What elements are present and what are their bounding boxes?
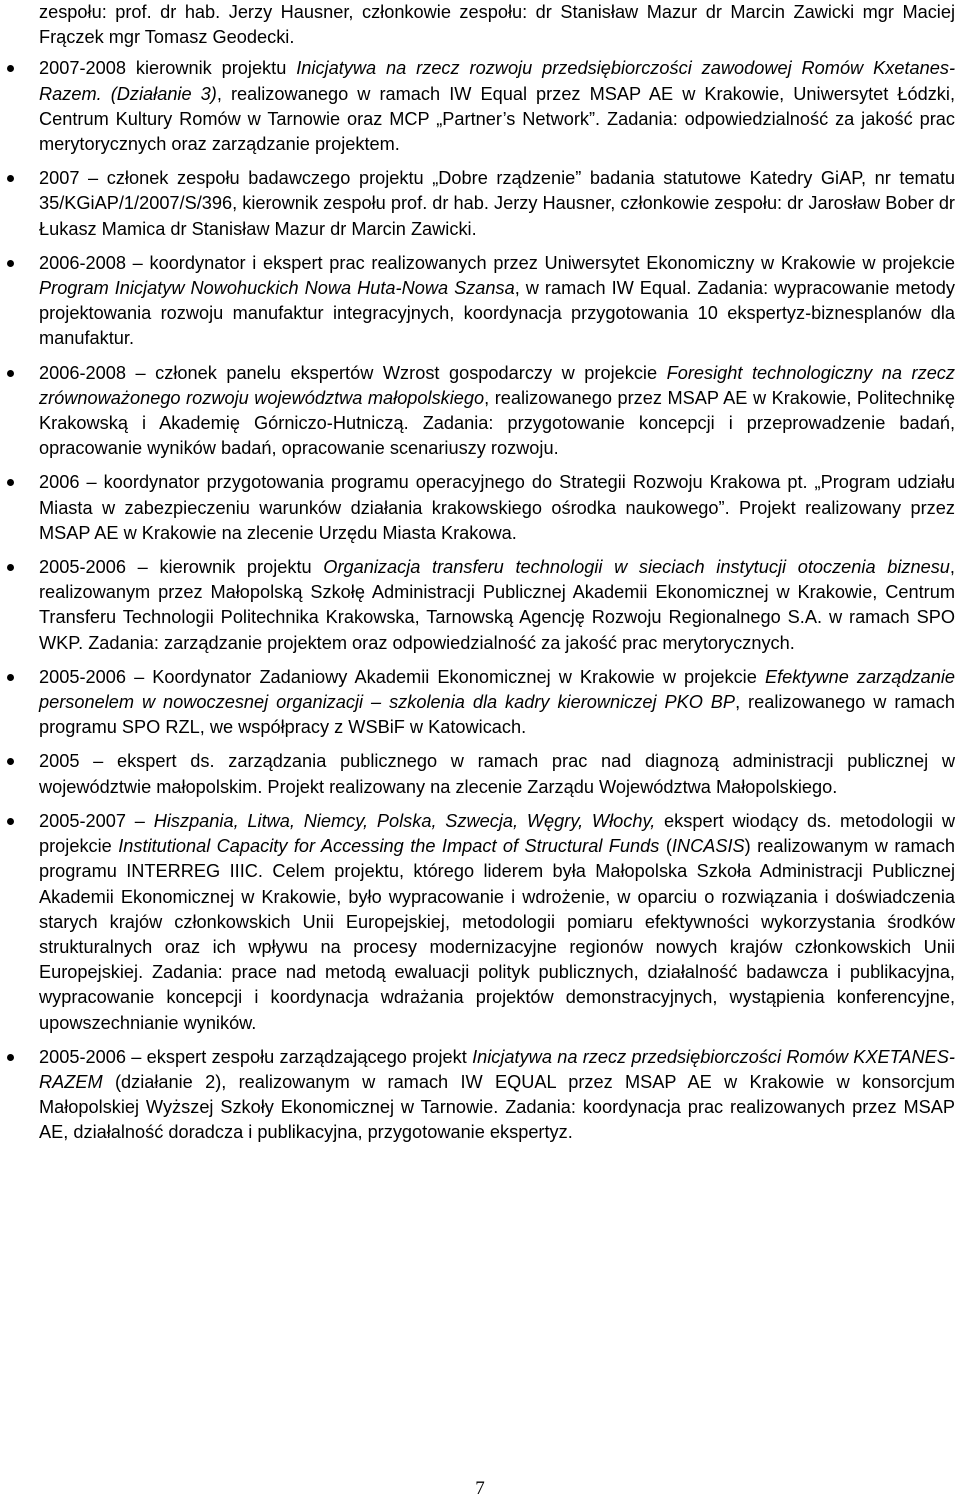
item-text	[39, 472, 955, 542]
text-segment: ) realizowanym w ramach programu INTERREG IIIC. Celem projektu, którego liderem była Małopolska Szkoła Administracji Publicznej Akademii Ekonomicznej w Krakowie, było wypracowanie i wdrożenie, w oparciu o rozwiązania i doświadczenia starych krajów członkowskich Unii Europejskiej, metodologii pomiaru efektywności wykorzystania środków strukturalnych oraz ich wpływu na procesy modernizacyjne regionów nowych krajów członkowskich Unii Europejskiej. Zadania: prace nad metodą ewaluacji polityk publicznych, działalność badawcza i publikacyjna, wypracowanie koncepcji i koordynacja wdrażania projektów demonstracyjnych, wystąpienia konferencyjne, upowszechnianie wyników.	[39, 836, 955, 1033]
text-segment: , realizowanego w ramach programu SPO RZL, we współpracy z WSBiF w Katowicach.	[39, 692, 955, 738]
text-segment: , w ramach IW Equal. Zadania: wypracowanie metody projektowania rozwoju manufaktur integracyjnych, koordynacja przygotowania 10 ekspertyz-biznesplanów dla manufaktur.	[39, 278, 955, 349]
list-item	[0, 361, 955, 462]
item-text	[39, 751, 955, 796]
text-segment: 2007 – członek zespołu badawczego projektu „Dobre rządzenie” badania statutowe Katedry GiAP, nr tematu 35/KGiAP/1/2007/S/396, kierownik zespołu prof. dr hab. Jerzy Hausner, członkowie zespołu: dr Jarosław Bober dr Łukasz Mamica dr Stanisław Mazur dr Marcin Zawicki.	[39, 168, 955, 239]
project-title: Efektywne zarządzanie personelem w nowoczesnej organizacji – szkolenia dla kadry kierowniczej PKO BP	[39, 666, 956, 713]
project-title: Foresight technologiczny na rzecz zrównoważonego rozwoju województwa małopolskiego	[39, 362, 955, 408]
text-segment: 2007-2008 kierownik projektu	[39, 58, 297, 79]
page-number: 7	[475, 1478, 485, 1499]
bullet-icon	[7, 1054, 14, 1061]
text-segment: zespołu: prof. dr hab. Jerzy Hausner, członkowie zespołu: dr Stanisław Mazur dr Marcin Zawicki mgr Maciej Frączek mgr Tomasz Geodecki.	[39, 2, 955, 48]
text-segment: ekspert wiodący ds. metodologii w projekcie	[39, 810, 956, 857]
project-title: Inicjatywa na rzecz przedsiębiorczości Romów KXETANES-RAZEM	[39, 1046, 955, 1092]
item-text	[39, 2, 955, 47]
text-segment: , realizowanego w ramach IW Equal przez MSAP AE w Krakowie, Uniwersytet Łódzki, Centrum Kultury Romów w Tarnowie oraz MCP „Partner’s Network”. Zadania: odpowiedzialność za jakość prac merytorycznych oraz zarządzanie projektem.	[39, 83, 955, 155]
item-text	[39, 58, 955, 154]
bullet-icon	[7, 175, 14, 182]
text-segment: 2005-2006 – Koordynator Zadaniowy Akademii Ekonomicznej w Krakowie w projekcie	[39, 666, 765, 687]
bullet-icon	[7, 370, 14, 377]
project-title: Institutional Capacity for Accessing the Impact of Structural Funds	[118, 836, 660, 857]
bullet-icon	[7, 758, 14, 765]
text-segment: 2006 – koordynator przygotowania programu operacyjnego do Strategii Rozwoju Krakowa pt. „Program udziału Miasta w zabezpieczeniu warunków działania krakowskiego ośrodka naukowego”. Projekt realizowany przez MSAP AE w Krakowie na zlecenie Urzędu Miasta Krakowa.	[39, 472, 955, 543]
item-text	[39, 1047, 955, 1143]
list-item	[0, 0, 955, 50]
project-acronym: INCASIS	[671, 836, 745, 857]
bullet-icon	[7, 674, 14, 681]
list-item	[0, 749, 955, 799]
text-segment: 2005-2006 – ekspert zespołu zarządzającego projekt	[39, 1046, 473, 1067]
list-item	[0, 665, 955, 741]
item-text	[39, 811, 955, 1033]
list-item	[0, 470, 955, 546]
bullet-icon	[7, 260, 14, 267]
text-segment: , realizowanym przez Małopolską Szkołę Administracji Publicznej Akademii Ekonomicznej w Krakowie, Centrum Transferu Technologii Politechnika Krakowska, Tarnowską Agencję Rozwoju Regionalnego S.A. w ramach SPO WKP. Zadania: zarządzanie projektem oraz odpowiedzialność za jakość prac merytorycznych.	[39, 557, 955, 653]
bullet-icon	[7, 564, 14, 571]
item-text	[39, 557, 955, 653]
bullet-icon	[7, 65, 14, 72]
bullet-icon	[7, 818, 14, 825]
project-title: Program Inicjatyw Nowohuckich Nowa Huta-Nowa Szansa	[39, 278, 515, 299]
item-text	[39, 667, 955, 737]
list-item	[0, 56, 955, 157]
text-segment: (	[659, 836, 672, 857]
country-list: Hiszpania, Litwa, Niemcy, Polska, Szwecja, Węgry, Włochy,	[153, 810, 656, 831]
project-title: Inicjatywa na rzecz rozwoju przedsiębiorczości zawodowej Romów Kxetanes-Razem. (Działanie 3)	[39, 58, 955, 104]
item-text	[39, 363, 955, 459]
item-text	[39, 168, 955, 238]
text-segment: 2005-2007 –	[39, 810, 154, 831]
text-segment: 2005-2006 – kierownik projektu	[39, 557, 324, 578]
list-item	[0, 555, 955, 656]
item-text	[39, 253, 955, 349]
text-segment: 2006-2008 – koordynator i ekspert prac realizowanych przez Uniwersytet Ekonomiczny w Krakowie w projekcie	[39, 252, 955, 273]
list-item	[0, 1045, 955, 1146]
text-segment: 2005 – ekspert ds. zarządzania publicznego w ramach prac nad diagnozą administracji publicznej w województwie małopolskim. Projekt realizowany na zlecenie Zarządu Województwa Małopolskiego.	[39, 751, 955, 797]
text-segment: 2006-2008 – członek panelu ekspertów Wzrost gospodarczy w projekcie	[39, 362, 667, 383]
text-segment: (działanie 2), realizowanym w ramach IW EQUAL przez MSAP AE w Krakowie w konsorcjum Małopolskiej Wyższej Szkoły Ekonomicznej w Tarnowie. Zadania: koordynacja prac realizowanych przez MSAP AE, działalność doradcza i publikacyjna, przygotowanie ekspertyz.	[39, 1071, 955, 1143]
list-item	[0, 809, 955, 1036]
list-item	[0, 251, 955, 352]
text-segment: , realizowanego przez MSAP AE w Krakowie, Politechnikę Krakowską i Akademię Górniczo-Hutniczą. Zadania: przygotowanie koncepcji i przeprowadzenie badań, opracowanie wyników badań, opracowanie scenariuszy rozwoju.	[39, 387, 955, 459]
project-title: Organizacja transferu technologii w sieciach instytucji otoczenia biznesu	[323, 557, 950, 578]
list-item	[0, 166, 955, 242]
bullet-icon	[7, 479, 14, 486]
